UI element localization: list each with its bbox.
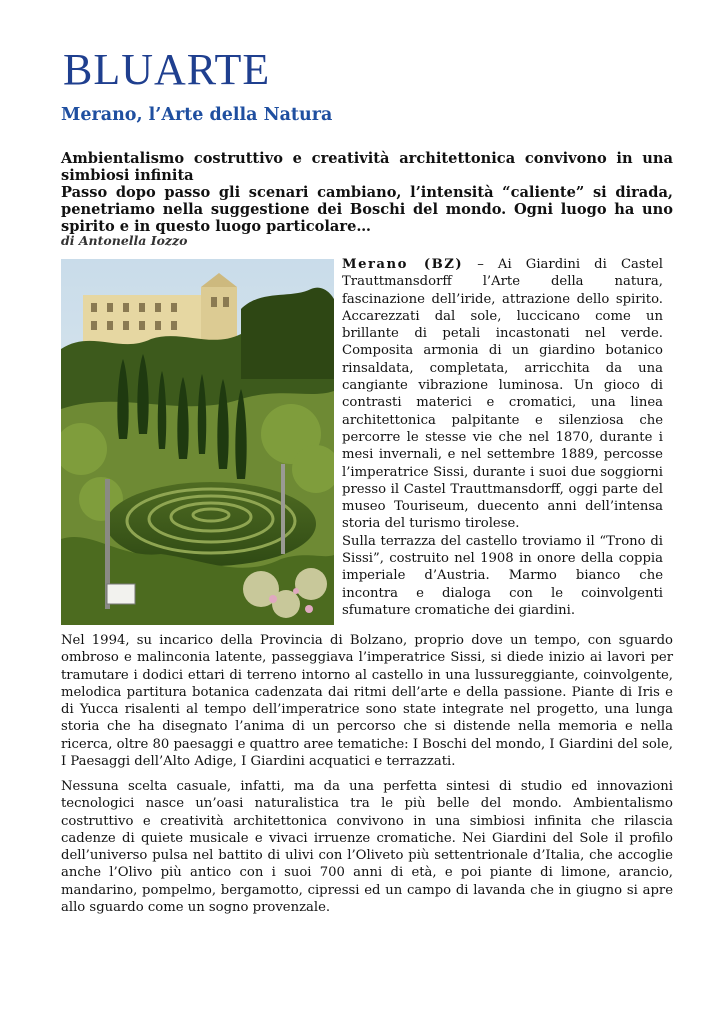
lead-line-2: Passo dopo passo gli scenari cambiano, l’intensità “caliente” si dirada, penetriamo nella suggestione dei Boschi del mondo. Ogni luogo ha uno spirito e in questo luogo particolare… (61, 184, 673, 235)
body-paragraph-4-text: Nessuna scelta casuale, infatti, ma da una perfetta sintesi di studio ed innovazioni tecnologici nasce un’oasi naturalistica tra le più belle del mondo. Ambientalismo costruttivo e creatività architettonica convivono in una simbiosi infinita che rilascia cadenze di quiete musicale e vivaci irruenze cromatiche. Nei Giardini del Sole il profilo dell’universo pulsa nel battito di ulivi con l’Oliveto più settentrionale d’Italia, che accoglie anche l’Olivo più antico con i suoi 700 anni di età, e poi piante di limone, arancio, mandarino, pompelmo, bergamotto, cipressi ed un campo di lavanda che in giugno si apre allo sguardo come un sogno provenzale. (61, 779, 673, 916)
article-title: Merano, l’Arte della Natura (61, 105, 333, 125)
garden-photo (61, 259, 334, 625)
info-sign-shape (107, 584, 135, 604)
place-name: Merano (BZ) (342, 257, 464, 272)
body-paragraph-4 (61, 778, 673, 916)
lead-line-1: Ambientalismo costruttivo e creatività architettonica convivono in una simbiosi infinita (61, 150, 673, 184)
body-paragraph-3 (61, 632, 673, 770)
article-lead (61, 150, 673, 235)
article-byline: di Antonella Iozzo (61, 233, 188, 248)
body-paragraph-3-text: Nel 1994, su incarico della Provincia di Bolzano, proprio dove un tempo, con sguardo ombroso e malinconia latente, passeggiava l’imperatrice Sissi, si diede inizio ai lavori per tramutare i dodici ettari di terreno intorno al castello in una lussureggiante, coinvolgente, melodica partitura botanica cadenzata dai ritmi dell’arte e della passione. Piante di Iris e di Yucca risalenti al tempo dell’imperatrice sono state integrate nel progetto, una lunga storia che ha disegnato l’anima di un percorso che si distende nella memoria e nella ricerca, oltre 80 paesaggi e quattro aree tematiche: I Boschi del mondo, I Giardini del sole, I Paesaggi dell’Alto Adige, I Giardini acquatici e terrazzati. (61, 633, 673, 770)
body-paragraph-2: Sulla terrazza del castello troviamo il “Trono di Sissi”, costruito nel 1908 in onore della coppia imperiale d’Austria. Marmo bianco che incontra e dialoga con le coinvolgenti sfumature cromatiche dei giardini. (342, 533, 663, 618)
body-paragraph-1-text: – Ai Giardini di Castel Trauttmansdorff l’Arte della natura, fascinazione dell’iride, attrazione dello spirito. Accarezzati dal sole, luccicano come un brillante di petali incastonati nel verde. Composita armonia di un giardino botanico rinsaldata, completata, arricchita da una cangiante vibrazione luminosa. Un gioco di contrasti materici e cromatici, una linea architettonica palpitante e silenziosa che percorre le stesse vie che nel 1870, durante i mesi invernali, e nel settembre 1889, percosse l’imperatrice Sissi, durante i suoi due soggiorni presso il Castel Trauttmansdorff, oggi parte del museo Touriseum, duecento anni dell’intensa storia del turismo tirolese. (342, 257, 663, 532)
masthead-logo: BLUARTE (63, 45, 271, 94)
body-paragraph-1 (342, 256, 663, 533)
article-column (342, 256, 663, 619)
